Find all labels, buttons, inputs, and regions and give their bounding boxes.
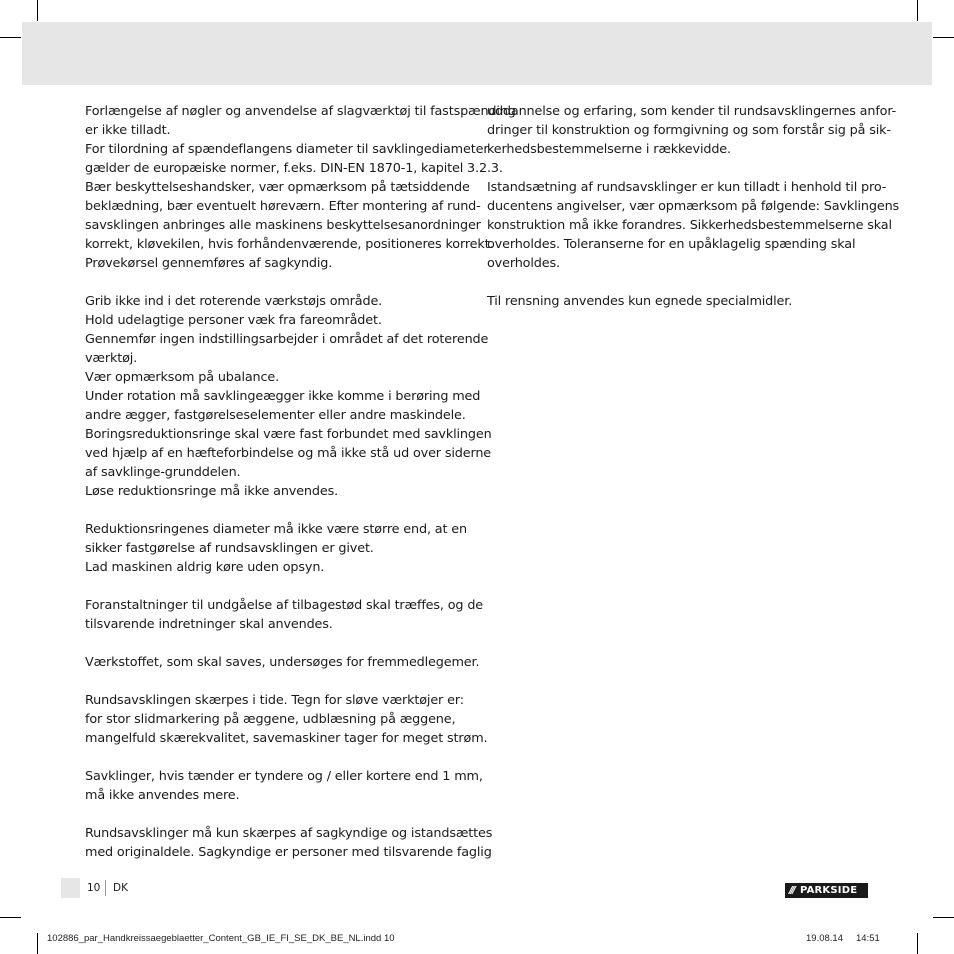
text-line: værktøj.	[85, 351, 138, 366]
paragraph-gap	[487, 273, 877, 292]
crop-mark	[917, 933, 918, 954]
header-band	[22, 22, 932, 85]
text-line: Reduktionsringenes diameter må ikke være større end, at en	[85, 522, 467, 537]
text-line: Rundsavsklinger må kun skærpes af sagkyndige og istandsættes	[85, 826, 493, 841]
text-line: Løse reduktionsringe må ikke anvendes.	[85, 484, 339, 499]
text-line: tilsvarende indretninger skal anvendes.	[85, 617, 333, 632]
logo-text: PARKSIDE	[799, 885, 858, 896]
text-line: mangelfuld skærekvalitet, savemaskiner tager for meget strøm.	[85, 731, 488, 746]
text-line: Værkstoffet, som skal saves, undersøges for fremmedlegemer.	[85, 655, 480, 670]
paragraph-gap	[487, 159, 877, 178]
text-line: ved hjælp af en hæfteforbindelse og må ikke stå ud over siderne	[85, 446, 492, 461]
text-line: Prøvekørsel gennemføres af sagkyndig.	[85, 256, 333, 271]
text-line: Under rotation må savklingeægger ikke komme i berøring med	[85, 389, 481, 404]
text-line: Boringsreduktionsringe skal være fast forbundet med savklingen	[85, 427, 492, 442]
crop-mark	[917, 0, 918, 21]
text-line: for stor slidmarkering på æggene, udblæsning på æggene,	[85, 712, 456, 727]
page-tab-marker	[61, 878, 80, 898]
text-line: ducentens angivelser, vær opmærksom på følgende: Savklingens	[487, 199, 900, 214]
paragraph-gap	[85, 748, 471, 767]
paragraph-gap	[85, 805, 471, 824]
text-line: Til rensning anvendes kun egnede specialmidler.	[487, 294, 793, 309]
text-line: Bær beskyttelseshandsker, vær opmærksom på tætsiddende	[85, 180, 470, 195]
text-line: overholdes. Toleranserne for en upåklagelig spænding skal	[487, 237, 856, 252]
text-line: uddannelse og erfaring, som kender til rundsavsklingernes anfor-	[487, 104, 897, 119]
text-line: Hold udelagtige personer væk fra fareområdet.	[85, 313, 382, 328]
text-line: sikker fastgørelse af rundsavsklingen er givet.	[85, 541, 374, 556]
text-line: kerhedsbestemmelserne i rækkevidde.	[487, 142, 731, 157]
text-line: med originaldele. Sagkyndige er personer med tilsvarende faglig	[85, 845, 492, 860]
text-line: Grib ikke ind i det roterende værkstøjs område.	[85, 294, 383, 309]
crop-mark	[933, 917, 954, 918]
paragraph-gap	[85, 501, 471, 520]
text-line: konstruktion må ikke forandres. Sikkerhedsbestemmelserne skal	[487, 218, 892, 233]
text-line: Lad maskinen aldrig køre uden opsyn.	[85, 560, 325, 575]
parkside-logo	[785, 883, 868, 898]
logo-slashes: ///	[789, 885, 794, 896]
language-code: DK	[113, 882, 128, 894]
crop-mark	[0, 917, 21, 918]
text-line: Istandsætning af rundsavsklinger er kun tilladt i henhold til pro-	[487, 180, 887, 195]
text-line: Forlængelse af nøgler og anvendelse af slagværktøj til fastspænding	[85, 104, 516, 119]
text-line: korrekt, kløvekilen, hvis forhåndenværende, positioneres korrekt.	[85, 237, 494, 252]
print-slug-date: 19.08.14	[806, 933, 843, 944]
paragraph-gap	[85, 672, 471, 691]
text-line: savsklingen anbringes alle maskinens beskyttelsesanordninger	[85, 218, 481, 233]
paragraph-gap	[85, 273, 471, 292]
text-line: af savklinge-grunddelen.	[85, 465, 241, 480]
text-line: dringer til konstruktion og formgivning og som forstår sig på sik-	[487, 123, 891, 138]
text-line: Vær opmærksom på ubalance.	[85, 370, 280, 385]
paragraph-gap	[85, 577, 471, 596]
paragraph-gap	[85, 634, 471, 653]
text-line: overholdes.	[487, 256, 560, 271]
text-line: må ikke anvendes mere.	[85, 788, 240, 803]
crop-mark	[0, 37, 21, 38]
print-slug-filename: 102886_par_Handkreissaegeblaetter_Content_GB_IE_FI_SE_DK_BE_NL.indd 10	[47, 933, 395, 944]
page-number: 10	[87, 882, 101, 894]
crop-mark	[933, 37, 954, 38]
crop-mark	[37, 0, 38, 21]
text-line: Foranstaltninger til undgåelse af tilbagestød skal træffes, og de	[85, 598, 484, 613]
right-text-column	[487, 102, 900, 311]
text-line: For tilordning af spændeflangens diameter til savklingediameter	[85, 142, 489, 157]
text-line: Rundsavsklingen skærpes i tide. Tegn for sløve værktøjer er:	[85, 693, 464, 708]
text-line: Savklinger, hvis tænder er tyndere og / eller kortere end 1 mm,	[85, 769, 483, 784]
text-line: andre ægger, fastgørelseselementer eller andre maskindele.	[85, 408, 466, 423]
footer-divider	[105, 880, 106, 896]
left-text-column	[85, 102, 516, 862]
text-line: gælder de europæiske normer, f.eks. DIN-EN 1870-1, kapitel 3.2.3.	[85, 161, 503, 176]
text-line: er ikke tilladt.	[85, 123, 171, 138]
text-line: beklædning, bær eventuelt høreværn. Efter montering af rund-	[85, 199, 481, 214]
crop-mark	[37, 933, 38, 954]
print-slug-time: 14:51	[856, 933, 880, 944]
text-line: Gennemfør ingen indstillingsarbejder i området af det roterende	[85, 332, 489, 347]
